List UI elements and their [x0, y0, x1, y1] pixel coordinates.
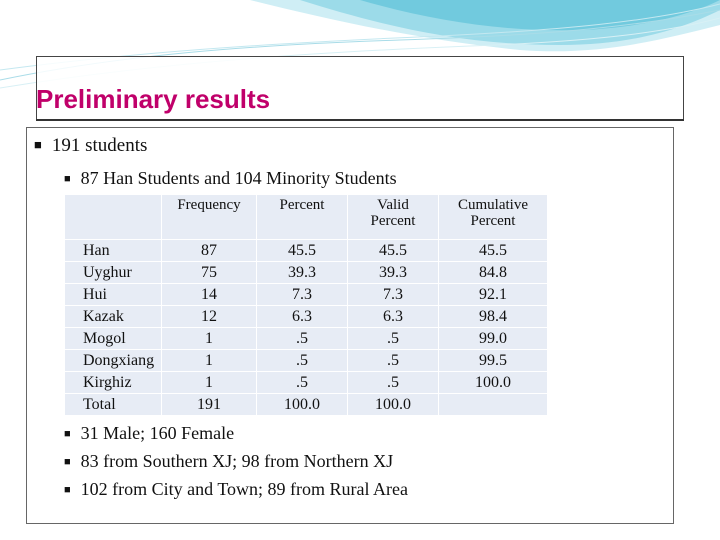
bullet-origin-text: 102 from City and Town; 89 from Rural Area [80, 479, 409, 499]
row-frequency: 75 [162, 262, 256, 283]
row-percent: 39.3 [257, 262, 347, 283]
row-label: Han [65, 240, 161, 261]
row-percent: 7.3 [257, 284, 347, 305]
row-percent: 45.5 [257, 240, 347, 261]
row-label: Uyghur [65, 262, 161, 283]
square-bullet-icon: ■ [64, 173, 71, 185]
table-row-total [65, 394, 547, 415]
square-bullet-icon: ■ [64, 484, 71, 496]
header-cumulative-percent-text: Cumulative Percent [458, 197, 528, 229]
row-cumulative: 84.8 [439, 262, 547, 283]
row-cumulative: 45.5 [439, 240, 547, 261]
row-label: Kirghiz [65, 372, 161, 393]
header-cumulative-percent [439, 195, 547, 239]
bullet-main-text: 191 students [51, 135, 148, 156]
row-cumulative: 99.5 [439, 350, 547, 371]
square-bullet-icon: ■ [64, 428, 71, 440]
row-label: Hui [65, 284, 161, 305]
row-valid: .5 [348, 350, 438, 371]
table-row [65, 328, 547, 349]
bullet-gender [64, 423, 234, 444]
row-label: Mogol [65, 328, 161, 349]
row-cumulative: 92.1 [439, 284, 547, 305]
ethnicity-table [64, 194, 548, 416]
row-percent: .5 [257, 372, 347, 393]
row-frequency: 1 [162, 328, 256, 349]
row-percent: 6.3 [257, 306, 347, 327]
row-valid: .5 [348, 328, 438, 349]
row-percent: 100.0 [257, 394, 347, 415]
row-percent: .5 [257, 350, 347, 371]
slide-title: Preliminary results [36, 84, 271, 114]
bullet-sub-table [64, 168, 397, 189]
row-valid: 39.3 [348, 262, 438, 283]
table-row [65, 306, 547, 327]
row-percent: .5 [257, 328, 347, 349]
row-frequency: 191 [162, 394, 256, 415]
bullet-main [34, 135, 147, 157]
title-underline [36, 119, 684, 121]
row-frequency: 1 [162, 350, 256, 371]
table-row [65, 372, 547, 393]
row-frequency: 12 [162, 306, 256, 327]
bullet-gender-text: 31 Male; 160 Female [80, 423, 235, 443]
row-label: Kazak [65, 306, 161, 327]
row-valid: .5 [348, 372, 438, 393]
bullet-sub-table-text: 87 Han Students and 104 Minority Students [80, 168, 397, 188]
row-valid: 6.3 [348, 306, 438, 327]
table-header-row [65, 195, 547, 239]
square-bullet-icon: ■ [34, 137, 42, 152]
header-valid-percent [348, 195, 438, 239]
row-valid: 100.0 [348, 394, 438, 415]
row-label: Total [65, 394, 161, 415]
header-frequency: Frequency [162, 195, 256, 239]
row-cumulative: 99.0 [439, 328, 547, 349]
bullet-region-text: 83 from Southern XJ; 98 from Northern XJ [80, 451, 394, 471]
row-valid: 7.3 [348, 284, 438, 305]
row-frequency: 1 [162, 372, 256, 393]
header-valid-percent-text: Valid Percent [370, 197, 416, 229]
table-row [65, 284, 547, 305]
row-frequency: 87 [162, 240, 256, 261]
row-cumulative: 98.4 [439, 306, 547, 327]
table-corner-cell [65, 195, 161, 239]
table-row [65, 262, 547, 283]
row-cumulative: 100.0 [439, 372, 547, 393]
bullet-origin [64, 479, 408, 500]
row-label: Dongxiang [65, 350, 161, 371]
bullet-region [64, 451, 393, 472]
row-cumulative [439, 394, 547, 415]
square-bullet-icon: ■ [64, 456, 71, 468]
table-row [65, 350, 547, 371]
table-row [65, 240, 547, 261]
row-frequency: 14 [162, 284, 256, 305]
row-valid: 45.5 [348, 240, 438, 261]
header-percent: Percent [257, 195, 347, 239]
